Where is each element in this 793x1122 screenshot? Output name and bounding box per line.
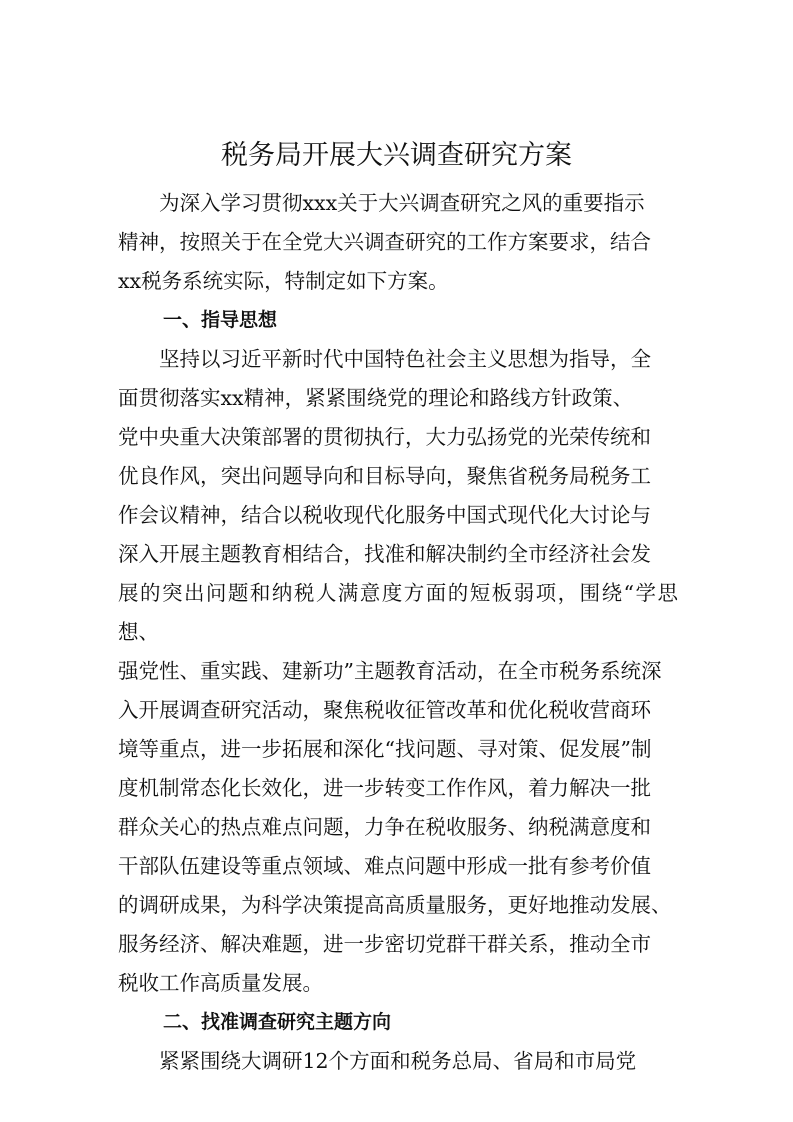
paragraph-line: 群众关心的热点难点问题，力争在税收服务、纳税满意度和 — [118, 815, 651, 839]
paragraph-line: 税收工作高质量发展。 — [118, 971, 323, 995]
intro-line: 精神，按照关于在全党大兴调查研究的工作方案要求，结合 — [118, 230, 651, 254]
intro-line: xx税务系统实际，特制定如下方案。 — [118, 269, 449, 293]
section2-paragraph — [118, 1042, 678, 1081]
paragraph-line: 强党性、重实践、建新功”主题教育活动，在全市税务系统深 — [118, 659, 662, 683]
section2-heading: 二、找准调查研究主题方向 — [163, 1011, 392, 1033]
paragraph-line: 深入开展主题教育相结合，找准和解决制约全市经济社会发 — [118, 542, 651, 566]
section1-heading: 一、指导思想 — [163, 309, 278, 331]
paragraph-line: 紧紧围绕大调研12个方面和税务总局、省局和市局党 — [159, 1049, 637, 1073]
paragraph-line: 入开展调查研究活动，聚焦税收征管改革和优化税收营商环 — [118, 698, 651, 722]
paragraph-line: 干部队伍建设等重点领域、难点问题中形成一批有参考价值 — [118, 854, 651, 878]
paragraph-line: 展的突出问题和纳税人满意度方面的短板弱项，围绕“学思想、 — [118, 581, 678, 644]
document-body — [118, 184, 678, 1081]
intro-paragraph — [118, 184, 678, 301]
paragraph-line: 党中央重大决策部署的贯彻执行，大力弘扬党的光荣传统和 — [118, 425, 651, 449]
paragraph-line: 面贯彻落实xx精神，紧紧围绕党的理论和路线方针政策、 — [118, 386, 634, 410]
paragraph-line: 境等重点，进一步拓展和深化“找问题、寻对策、促发展”制 — [118, 737, 652, 761]
paragraph-line: 度机制常态化长效化，进一步转变工作作风，着力解决一批 — [118, 776, 651, 800]
document-title: 税务局开展大兴调查研究方案 — [221, 140, 572, 171]
paragraph-line: 优良作风，突出问题导向和目标导向，聚焦省税务局税务工 — [118, 464, 651, 488]
paragraph-line: 服务经济、解决难题，进一步密切党群干群关系，推动全市 — [118, 932, 651, 956]
paragraph-line: 作会议精神，结合以税收现代化服务中国式现代化大讨论与 — [118, 503, 651, 527]
paragraph-line: 坚持以习近平新时代中国特色社会主义思想为指导，全 — [159, 347, 651, 371]
intro-line: 为深入学习贯彻xxx关于大兴调查研究之风的重要指示 — [159, 191, 645, 215]
paragraph-line: 的调研成果，为科学决策提高高质量服务，更好地推动发展、 — [118, 893, 672, 917]
section1-paragraph — [118, 340, 678, 1003]
